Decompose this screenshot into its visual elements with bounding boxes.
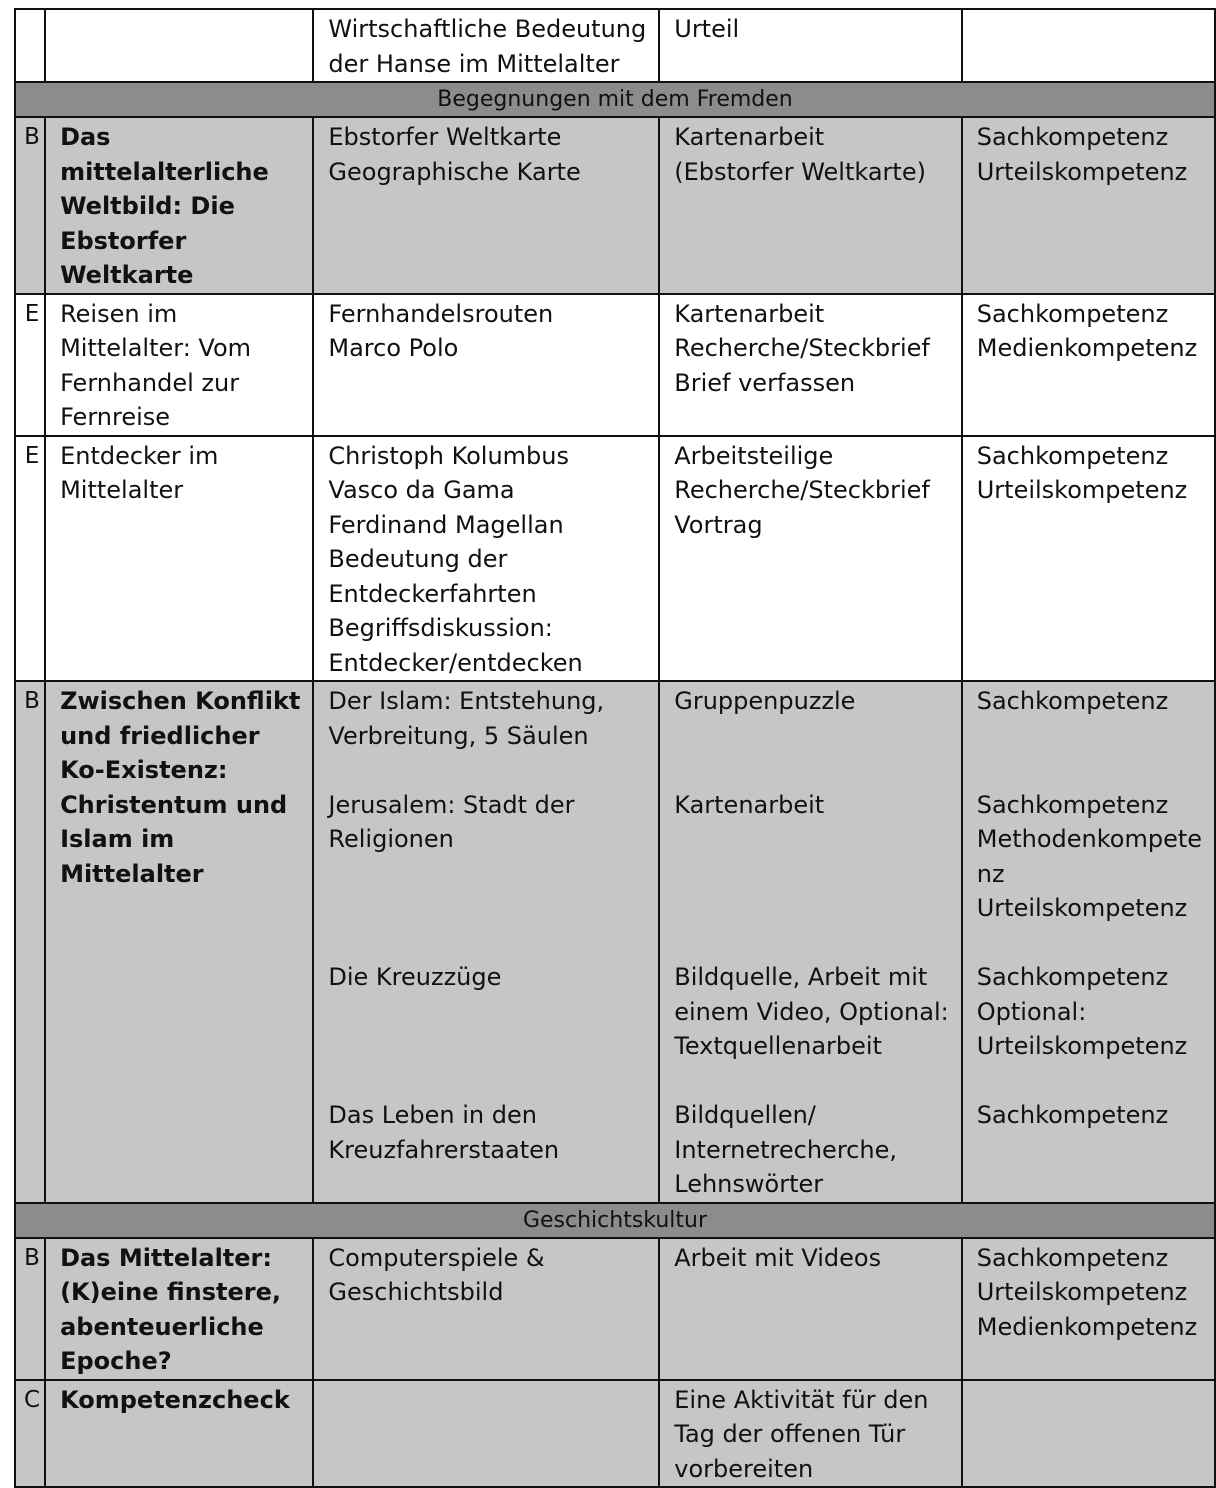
topic-cell <box>45 1238 313 1380</box>
cell-line: Kreuzfahrerstaaten <box>328 1135 560 1164</box>
cell-block <box>328 788 646 961</box>
cell-line: einem Video, Optional: <box>674 997 949 1026</box>
cell-line: Ebstorfer Weltkarte <box>328 123 562 151</box>
cell-block <box>328 1098 646 1202</box>
competence-cell <box>962 1380 1215 1488</box>
table-row <box>15 117 1215 294</box>
cell-block <box>674 960 948 1098</box>
cell-line: Mittelalter: Vom <box>60 334 252 362</box>
method-cell <box>659 436 961 682</box>
kind-cell <box>15 294 45 436</box>
kind-cell <box>15 1238 45 1380</box>
cell-line: Mittelalter <box>60 476 184 504</box>
competence-cell <box>962 436 1215 682</box>
cell-line: (K)eine finstere, <box>60 1278 281 1306</box>
content-cell <box>313 681 659 1203</box>
cell-line: Vortrag <box>674 510 763 539</box>
method-cell <box>659 681 961 1203</box>
cell-line: Kompetenzcheck <box>60 1385 290 1414</box>
method-cell <box>659 117 961 294</box>
cell-line: Weltbild: Die <box>60 192 235 220</box>
cell-line: der Hanse im Mittelalter <box>328 49 620 78</box>
cell-line: E <box>24 300 40 327</box>
curriculum-table <box>14 8 1216 1488</box>
cell-line: Sachkompetenz <box>976 963 1169 991</box>
competence-cell <box>962 294 1215 436</box>
cell-line: Sachkompetenz <box>976 123 1169 151</box>
section-header: Begegnungen mit dem Fremden <box>15 82 1215 117</box>
section-header: Geschichtskultur <box>15 1203 1215 1238</box>
cell-line: Weltkarte <box>60 261 194 289</box>
cell-line: Islam im <box>60 825 175 853</box>
kind-cell <box>15 1380 45 1488</box>
cell-line: vorbereiten <box>674 1454 814 1483</box>
cell-block <box>977 788 1202 961</box>
cell-line: Urteilskompetenz <box>976 476 1188 504</box>
cell-line: Die Kreuzzüge <box>328 963 502 991</box>
section-header-row <box>15 82 1215 117</box>
cell-block <box>977 960 1202 1098</box>
method-cell <box>659 294 961 436</box>
cell-line: Entdecker im <box>60 441 219 470</box>
content-cell <box>313 436 659 682</box>
cell-line: Medienkompetenz <box>976 1312 1198 1341</box>
cell-line: Textquellenarbeit <box>674 1032 882 1060</box>
cell-line: Bedeutung der <box>328 545 508 573</box>
cell-line: Epoche? <box>60 1347 172 1375</box>
cell-line: Wirtschaftliche Bedeutung <box>328 15 647 43</box>
cell-line: Geographische Karte <box>328 157 581 186</box>
kind-cell <box>15 436 45 682</box>
cell-line: Sachkompetenz <box>976 441 1169 470</box>
table-row <box>15 681 1215 1203</box>
cell-line: Bildquellen/ <box>674 1101 816 1129</box>
cell-line: abenteuerliche <box>60 1312 264 1341</box>
cell-line: Lehnswörter <box>674 1170 824 1198</box>
kind-cell <box>15 9 45 82</box>
cell-line: Religionen <box>328 825 454 853</box>
cell-line: Kartenarbeit <box>674 790 825 819</box>
cell-line: Medienkompetenz <box>976 334 1198 362</box>
cell-line: Urteilskompetenz <box>976 157 1188 186</box>
cell-line: Sachkompetenz <box>976 687 1169 715</box>
table-row <box>15 436 1215 682</box>
cell-block <box>977 684 1202 788</box>
cell-line: Ebstorfer <box>60 226 187 255</box>
cell-line: Jerusalem: Stadt der <box>328 790 575 819</box>
cell-line: Christoph Kolumbus <box>328 441 569 470</box>
content-cell <box>313 1238 659 1380</box>
cell-line: nz <box>976 859 1005 888</box>
cell-line: Das <box>60 123 111 151</box>
cell-line: Entdecker/entdecken <box>328 648 583 677</box>
topic-cell <box>45 1380 313 1488</box>
topic-cell <box>45 9 313 82</box>
cell-line: Arbeit mit Videos <box>674 1243 882 1272</box>
method-cell <box>659 1238 961 1380</box>
competence-cell <box>962 1238 1215 1380</box>
table-body <box>15 9 1215 1487</box>
cell-line: Recherche/Steckbrief <box>674 334 930 362</box>
table-row <box>15 294 1215 436</box>
cell-line: Arbeitsteilige <box>674 441 834 470</box>
topic-cell <box>45 436 313 682</box>
cell-line: Kartenarbeit <box>674 123 825 151</box>
cell-line: und friedlicher <box>60 721 260 750</box>
cell-block <box>328 960 646 1098</box>
content-cell <box>313 117 659 294</box>
content-cell <box>313 294 659 436</box>
cell-line: Ko-Existenz: <box>60 756 228 784</box>
cell-line: mittelalterliche <box>60 157 269 186</box>
cell-line: Fernreise <box>60 403 171 431</box>
cell-line: Tag der offenen Tür <box>674 1420 906 1448</box>
cell-line: Recherche/Steckbrief <box>674 476 930 504</box>
cell-line: Urteilskompetenz <box>976 894 1188 922</box>
cell-line: E <box>24 442 40 469</box>
kind-cell <box>15 117 45 294</box>
cell-line: Sachkompetenz <box>976 790 1169 819</box>
cell-line: Zwischen Konflikt <box>60 687 301 715</box>
topic-cell <box>45 117 313 294</box>
cell-line: C <box>24 1386 41 1413</box>
cell-line: Reisen im <box>60 299 178 328</box>
cell-line: Internetrecherche, <box>674 1135 897 1164</box>
cell-line: Geschichtsbild <box>328 1278 504 1306</box>
cell-line: Mittelalter <box>60 859 204 888</box>
cell-block <box>674 684 948 788</box>
table-row <box>15 1380 1215 1488</box>
cell-line: Gruppenpuzzle <box>674 687 856 715</box>
cell-line: Bildquelle, Arbeit mit <box>674 963 928 991</box>
cell-line: Fernhandelsrouten <box>328 299 554 328</box>
content-cell <box>313 1380 659 1488</box>
cell-line: Computerspiele & <box>328 1243 545 1272</box>
table-row <box>15 9 1215 82</box>
cell-block <box>674 788 948 961</box>
cell-line: B <box>24 688 40 714</box>
kind-cell <box>15 681 45 1203</box>
method-cell <box>659 1380 961 1488</box>
cell-line: Urteilskompetenz <box>976 1032 1188 1060</box>
cell-line: Das Mittelalter: <box>60 1243 272 1272</box>
cell-line: Verbreitung, 5 Säulen <box>328 721 589 750</box>
cell-line: Das Leben in den <box>328 1101 537 1129</box>
content-cell <box>313 9 659 82</box>
cell-block <box>328 684 646 788</box>
cell-line: Sachkompetenz <box>976 299 1169 328</box>
cell-line: Entdeckerfahrten <box>328 579 537 608</box>
cell-line: Optional: <box>976 997 1087 1026</box>
cell-line: Christentum und <box>60 790 288 819</box>
topic-cell <box>45 294 313 436</box>
cell-line: Eine Aktivität für den <box>674 1385 929 1414</box>
method-cell <box>659 9 961 82</box>
cell-line: B <box>24 1244 40 1271</box>
cell-line: Fernhandel zur <box>60 368 240 397</box>
competence-cell <box>962 681 1215 1203</box>
cell-line: Methodenkompete <box>976 825 1203 853</box>
competence-cell <box>962 9 1215 82</box>
cell-line: Urteil <box>674 15 740 43</box>
cell-line: Vasco da Gama <box>328 476 515 504</box>
table-row <box>15 1238 1215 1380</box>
cell-line: Marco Polo <box>328 334 459 362</box>
topic-cell <box>45 681 313 1203</box>
cell-line: Ferdinand Magellan <box>328 510 564 539</box>
cell-line: (Ebstorfer Weltkarte) <box>674 157 926 186</box>
cell-line: Kartenarbeit <box>674 299 825 328</box>
competence-cell <box>962 117 1215 294</box>
cell-line: Der Islam: Entstehung, <box>328 687 605 715</box>
cell-line: Sachkompetenz <box>976 1243 1169 1272</box>
cell-line: B <box>24 124 40 150</box>
cell-block <box>977 1098 1202 1202</box>
cell-line: Begriffsdiskussion: <box>328 614 553 642</box>
section-header-row <box>15 1203 1215 1238</box>
cell-line: Sachkompetenz <box>976 1101 1169 1129</box>
cell-line: Urteilskompetenz <box>976 1278 1188 1306</box>
cell-line: Brief verfassen <box>674 368 856 397</box>
cell-block <box>674 1098 948 1202</box>
